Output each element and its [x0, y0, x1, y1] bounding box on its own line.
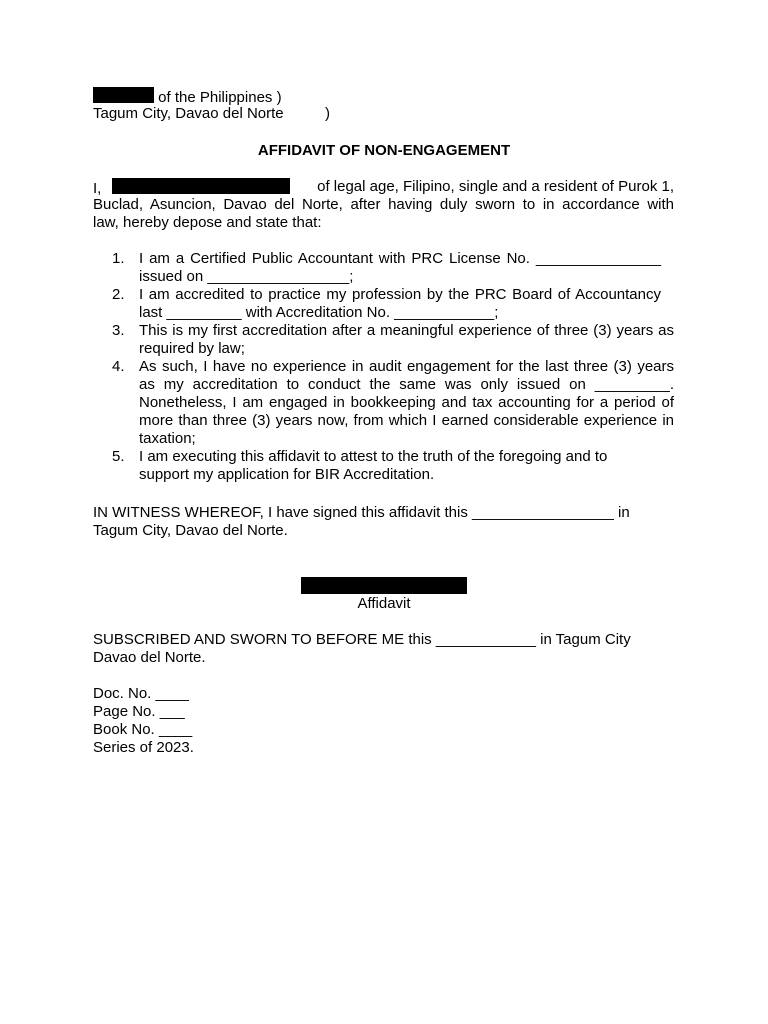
signature-label: Affidavit [357, 595, 411, 612]
intro-line-1 [93, 178, 674, 198]
item-number: 4. [112, 358, 125, 375]
list-item [112, 358, 674, 448]
subscribed-line-2: Davao del Norte. [93, 649, 206, 666]
intro-line-2: Buclad, Asuncion, Davao del Norte, after having duly sworn to in accordance with [93, 196, 674, 213]
page-number: Page No. ___ [93, 703, 185, 720]
venue-country: of the Philippines ) [158, 89, 282, 106]
intro-line-1-rest: of legal age, Filipino, single and a resident of Purok 1, [317, 178, 674, 195]
redaction-box [93, 87, 154, 103]
item-text: I am accredited to practice my profession by the PRC Board of Accountancy last _________ with Accreditation No. ____________; [139, 286, 661, 321]
item-text: I am executing this affidavit to attest to the truth of the foregoing and to support my application for BIR Accreditation. [139, 448, 608, 483]
statement-list [112, 250, 674, 484]
venue-line-1 [93, 87, 282, 107]
venue-paren: ) [325, 105, 330, 122]
redaction-box-name [112, 178, 290, 194]
item-number: 5. [112, 448, 125, 465]
subscribed-line-1: SUBSCRIBED AND SWORN TO BEFORE ME this ____________ in Tagum City [93, 631, 631, 648]
redaction-box-signature [301, 577, 467, 594]
intro-prefix: I, [93, 180, 102, 197]
item-number: 1. [112, 250, 125, 267]
witness-line-1: IN WITNESS WHEREOF, I have signed this affidavit this _________________ in [93, 504, 630, 521]
book-number: Book No. ____ [93, 721, 193, 738]
witness-line-2: Tagum City, Davao del Norte. [93, 522, 288, 539]
list-item [112, 286, 674, 322]
item-number: 3. [112, 322, 125, 339]
item-text: I am a Certified Public Accountant with PRC License No. _______________ issued on _________________; [139, 250, 661, 285]
item-text: As such, I have no experience in audit engagement for the last three (3) years as my accreditation to conduct the same was only issued on _________. Nonetheless, I am engaged in bookkeeping and tax accounting for a period of more than three (3) years now, from which I earned considerable experience in taxation; [139, 358, 674, 447]
doc-number: Doc. No. ____ [93, 685, 189, 702]
intro-line-3: law, hereby depose and state that: [93, 214, 322, 231]
item-number: 2. [112, 286, 125, 303]
list-item [112, 322, 674, 358]
list-item [112, 250, 674, 286]
item-text: This is my first accreditation after a meaningful experience of three (3) years as required by law; [139, 322, 674, 357]
series-year: Series of 2023. [93, 739, 194, 756]
list-item [112, 448, 674, 484]
venue-city: Tagum City, Davao del Norte [93, 105, 284, 122]
document-title: AFFIDAVIT OF NON-ENGAGEMENT [257, 142, 511, 159]
